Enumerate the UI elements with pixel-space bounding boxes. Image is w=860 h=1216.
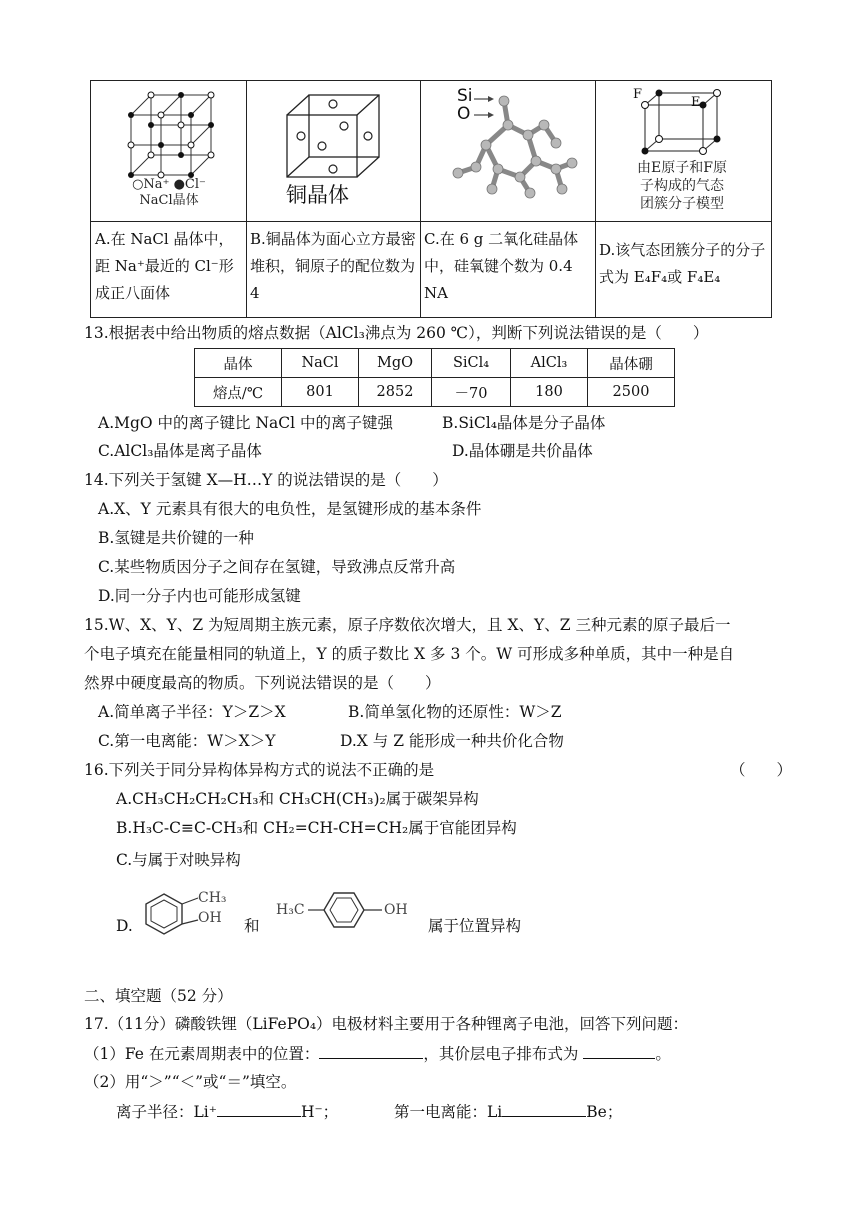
table-cell: 2500 — [588, 378, 675, 407]
q16-answer-paren: （ ） — [730, 761, 793, 779]
option-c-text: C.在 6 g 二氧化硅晶体中，硅氧键个数为 0.4 NA — [424, 230, 579, 302]
ionization-blank[interactable] — [502, 1100, 586, 1117]
q15-option-b: B.简单氢化物的还原性：W＞Z — [348, 703, 562, 721]
table-cell: －70 — [432, 378, 511, 407]
ionization-label: 第一电离能：Li — [394, 1103, 503, 1121]
q16-option-d-and: 和 — [244, 917, 260, 935]
table-header-row — [195, 349, 675, 378]
melting-point-table — [194, 348, 675, 407]
cluster-label-f: F — [633, 87, 643, 102]
option-a-text: A.在 NaCl 晶体中，距 Na⁺最近的 Cl⁻形成正八面体 — [95, 230, 234, 302]
sio2-network-figure — [436, 85, 586, 201]
table-cell: 180 — [511, 378, 588, 407]
q13-stem: 13.根据表中给出物质的熔点数据（AlCl₃沸点为 260 ℃），判断下列说法错误的是（ ） — [84, 324, 709, 342]
table-cell: 2852 — [359, 378, 432, 407]
q14-option-d: D.同一分子内也可能形成氢键 — [98, 587, 301, 605]
cluster-caption-3: 团簇分子模型 — [640, 196, 724, 212]
table-cell: 熔点/℃ — [195, 378, 282, 407]
q15-stem-line3: 然界中硬度最高的物质。下列说法错误的是（ ） — [84, 674, 441, 692]
si-label: Si — [457, 86, 473, 106]
table-cell: 801 — [282, 378, 359, 407]
q17-part1-end: 。 — [655, 1045, 671, 1063]
cluster-label-e: E — [691, 95, 701, 110]
mol2-oh: OH — [384, 902, 408, 918]
q13-option-a: A.MgO 中的离子键比 NaCl 中的离子键强 — [98, 414, 394, 432]
table-cell: SiCl₄ — [432, 349, 511, 378]
fe-position-blank[interactable] — [319, 1042, 423, 1059]
mol1-ch3: CH₃ — [198, 890, 227, 906]
q13-option-d: D.晶体硼是共价晶体 — [452, 442, 593, 460]
p-cresol-structure-icon — [306, 888, 386, 932]
mol2-h3c: H₃C — [276, 902, 305, 918]
nacl-legend-cl: ●Cl⁻ — [173, 177, 206, 192]
q17-part2-fills — [116, 1100, 622, 1123]
q16-option-c: C.与属于对映异构 — [116, 851, 241, 869]
q15-option-c: C.第一电离能：W＞X＞Y — [98, 732, 276, 750]
q16-stem: 16.下列关于同分异构体异构方式的说法不正确的是 — [84, 761, 435, 779]
q16-option-d-suffix: 属于位置异构 — [428, 917, 522, 935]
cluster-caption-2: 子构成的气态 — [640, 178, 724, 194]
ionic-radius-blank[interactable] — [217, 1100, 301, 1117]
q17-part1-label: （1）Fe 在元素周期表中的位置： — [84, 1045, 320, 1063]
valence-config-blank[interactable] — [583, 1042, 655, 1059]
q13-option-b: B.SiCl₄晶体是分子晶体 — [442, 414, 606, 432]
table-cell: 晶体 — [195, 349, 282, 378]
q15-option-d: D.X 与 Z 能形成一种共价化合物 — [340, 732, 564, 750]
copper-fcc-figure — [277, 89, 393, 185]
q17-part1-mid: ，其价层电子排布式为 — [423, 1045, 579, 1063]
table-cell: MgO — [359, 349, 432, 378]
nacl-legend-na: ○Na⁺ — [132, 177, 170, 192]
q15-stem-line2: 个电子填充在能量相同的轨道上，Y 的质子数比 X 多 3 个。W 可形成多种单质，其中一种是自 — [84, 645, 735, 663]
section-title: 二、填空题（52 分） — [84, 987, 233, 1005]
cluster-caption-1: 由E原子和F原 — [637, 160, 727, 176]
q14-stem: 14.下列关于氢键 X—H…Y 的说法错误的是（ ） — [84, 471, 448, 489]
q13-option-c: C.AlCl₃晶体是离子晶体 — [98, 442, 262, 460]
q16-option-d-prefix: D. — [116, 917, 133, 935]
q16-option-a: A.CH₃CH₂CH₂CH₃和 CH₃CH(CH₃)₂属于碳架异构 — [116, 790, 479, 808]
ionic-radius-label: 离子半径：Li⁺ — [116, 1103, 217, 1121]
q14-option-c: C.某些物质因分子之间存在氢键，导致沸点反常升高 — [98, 558, 456, 576]
table-cell: NaCl — [282, 349, 359, 378]
table-cell: 晶体硼 — [588, 349, 675, 378]
nacl-caption: NaCl晶体 — [139, 193, 199, 208]
ionization-tail: Be； — [586, 1103, 623, 1121]
ionic-radius-tail: H⁻； — [300, 1103, 339, 1121]
cluster-model-figure — [631, 87, 741, 157]
o-cresol-structure-icon — [142, 888, 202, 940]
mol1-oh: OH — [198, 910, 222, 926]
crystal-structure-table — [90, 80, 772, 318]
nacl-lattice-figure — [121, 87, 221, 183]
copper-caption: 铜晶体 — [286, 183, 349, 207]
q16-option-b: B.H₃C-C≡C-CH₃和 CH₂=CH-CH=CH₂属于官能团异构 — [116, 819, 517, 837]
table-cell: AlCl₃ — [511, 349, 588, 378]
q17-part1 — [84, 1042, 671, 1065]
o-label: O — [457, 104, 471, 124]
option-d-text: D.该气态团簇分子的分子式为 E₄F₄或 F₄E₄ — [599, 241, 766, 286]
option-b-text: B.铜晶体为面心立方最密堆积，铜原子的配位数为 4 — [250, 230, 416, 302]
q15-stem-line1: 15.W、X、Y、Z 为短周期主族元素，原子序数依次增大，且 X、Y、Z 三种元素的原子最后一 — [84, 616, 731, 634]
q15-option-a: A.简单离子半径：Y＞Z＞X — [98, 703, 286, 721]
q14-option-b: B.氢键是共价键的一种 — [98, 529, 254, 547]
q17-part2: （2）用“＞”“＜”或“＝”填空。 — [84, 1073, 297, 1091]
q14-option-a: A.X、Y 元素具有很大的电负性，是氢键形成的基本条件 — [98, 500, 482, 518]
q17-stem: 17.（11分）磷酸铁锂（LiFePO₄）电极材料主要用于各种锂离子电池，回答下列问题： — [84, 1015, 689, 1033]
table-row — [195, 378, 675, 407]
